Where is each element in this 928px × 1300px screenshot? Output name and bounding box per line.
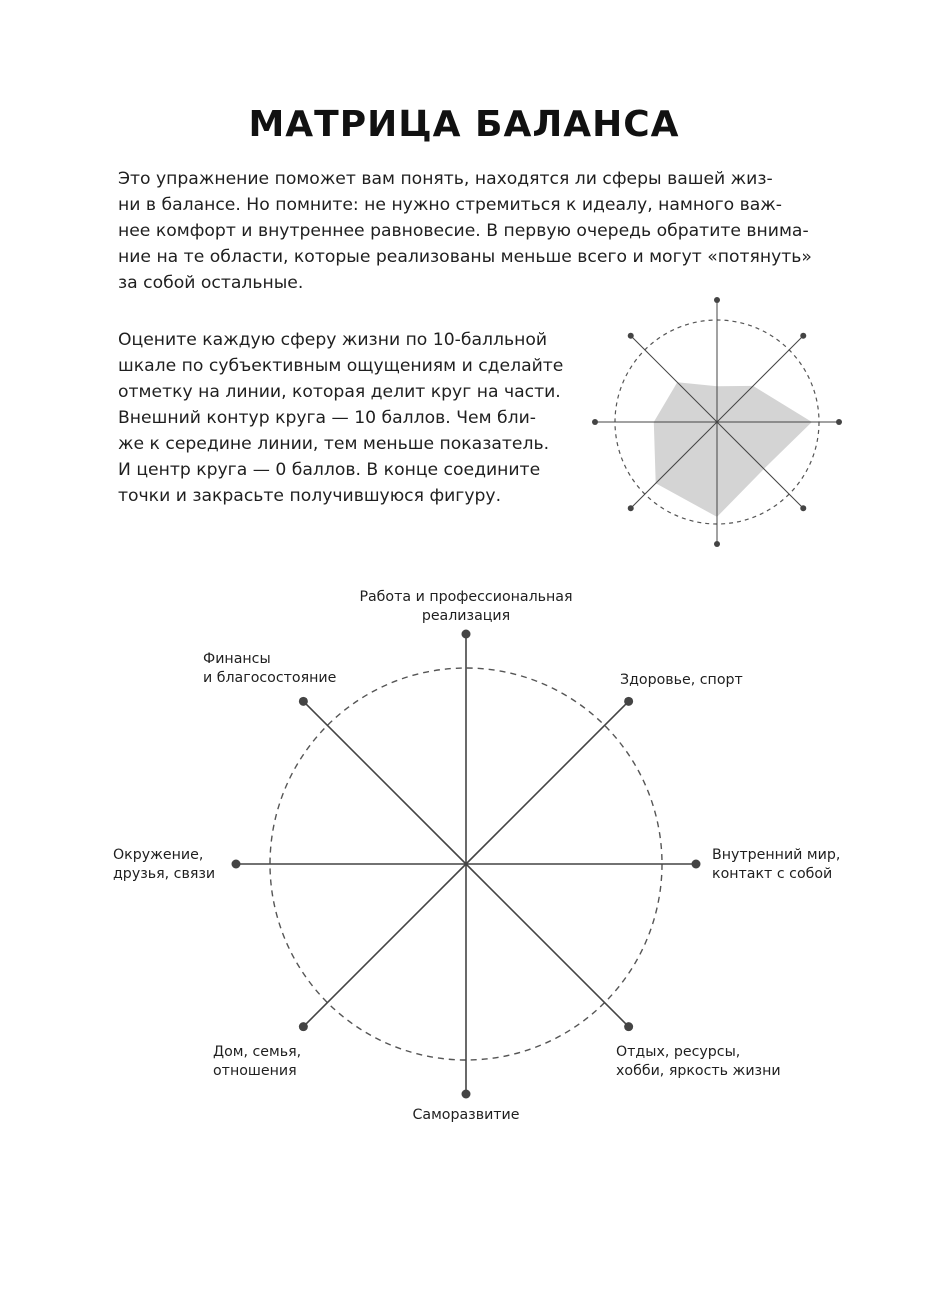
example-spoke-top-right bbox=[717, 336, 803, 422]
intro-line: нее комфорт и внутреннее равновесие. В первую очередь обратите внима- bbox=[118, 221, 809, 241]
example-spoke-bottom-left bbox=[631, 422, 717, 508]
wheel-spoke-bottom-right bbox=[466, 864, 629, 1027]
instruction-line: И центр круга — 0 баллов. В конце соедините bbox=[118, 460, 541, 480]
instruction-line: отметку на линии, которая делит круг на части. bbox=[118, 382, 561, 402]
intro-line: Это упражнение поможет вам понять, находятся ли сферы вашей жиз- bbox=[118, 169, 773, 189]
wheel-endpoint-left[interactable] bbox=[232, 860, 241, 869]
example-endpoint-bottom-right bbox=[800, 505, 806, 511]
wheel-spoke-top-left bbox=[303, 701, 466, 864]
label-friends-network: Окружение, друзья, связи bbox=[113, 847, 216, 882]
intro-line: за собой остальные. bbox=[118, 273, 304, 293]
intro-line: ни в балансе. Но помните: не нужно стремиться к идеалу, намного важ- bbox=[118, 195, 782, 215]
intro-paragraph bbox=[118, 166, 818, 296]
intro-line: ние на те области, которые реализованы меньше всего и могут «потянуть» bbox=[118, 247, 812, 267]
wheel-endpoint-bottom[interactable] bbox=[462, 1090, 471, 1099]
label-health-sport: Здоровье, спорт bbox=[620, 672, 743, 688]
label-inner-world: Внутренний мир, контакт с собой bbox=[712, 847, 841, 882]
page-title: МАТРИЦА БАЛАНСА bbox=[248, 104, 680, 145]
wheel-endpoint-top-right[interactable] bbox=[624, 697, 633, 706]
instruction-line: шкале по субъективным ощущениям и сделайте bbox=[118, 356, 564, 376]
example-endpoint-left bbox=[592, 419, 598, 425]
example-endpoint-top-right bbox=[800, 333, 806, 339]
instruction-line: точки и закрасьте получившуюся фигуру. bbox=[118, 486, 502, 506]
wheel-endpoint-top[interactable] bbox=[462, 630, 471, 639]
example-radar-fill bbox=[654, 382, 812, 517]
label-home-family: Дом, семья, отношения bbox=[213, 1044, 302, 1079]
label-work-career: Работа и профессиональная реализация bbox=[359, 589, 573, 624]
wheel-dashed-circle bbox=[270, 668, 662, 1060]
example-endpoint-top-left bbox=[628, 333, 634, 339]
example-spoke-bottom-right bbox=[717, 422, 803, 508]
label-finance-wealth: Финансы и благосостояние bbox=[203, 651, 337, 686]
instruction-paragraph bbox=[118, 327, 588, 509]
example-endpoint-bottom bbox=[714, 541, 720, 547]
wheel-spoke-bottom-left bbox=[303, 864, 466, 1027]
wheel-endpoint-bottom-right[interactable] bbox=[624, 1022, 633, 1031]
wheel-endpoint-right[interactable] bbox=[692, 860, 701, 869]
instruction-line: же к середине линии, тем меньше показатель. bbox=[118, 434, 550, 454]
instruction-line: Внешний контур круга — 10 баллов. Чем бли- bbox=[118, 408, 536, 428]
label-self-development: Саморазвитие bbox=[412, 1107, 520, 1123]
wheel-spoke-top-right bbox=[466, 701, 629, 864]
example-endpoint-bottom-left bbox=[628, 505, 634, 511]
wheel-endpoint-bottom-left[interactable] bbox=[299, 1022, 308, 1031]
wheel-endpoint-top-left[interactable] bbox=[299, 697, 308, 706]
instruction-line: Оцените каждую сферу жизни по 10-балльной bbox=[118, 330, 548, 350]
example-endpoint-right bbox=[836, 419, 842, 425]
example-endpoint-top bbox=[714, 297, 720, 303]
example-spoke-top-left bbox=[631, 336, 717, 422]
label-rest-hobby: Отдых, ресурсы, хобби, яркость жизни bbox=[616, 1044, 781, 1079]
example-dashed-circle bbox=[615, 320, 819, 524]
